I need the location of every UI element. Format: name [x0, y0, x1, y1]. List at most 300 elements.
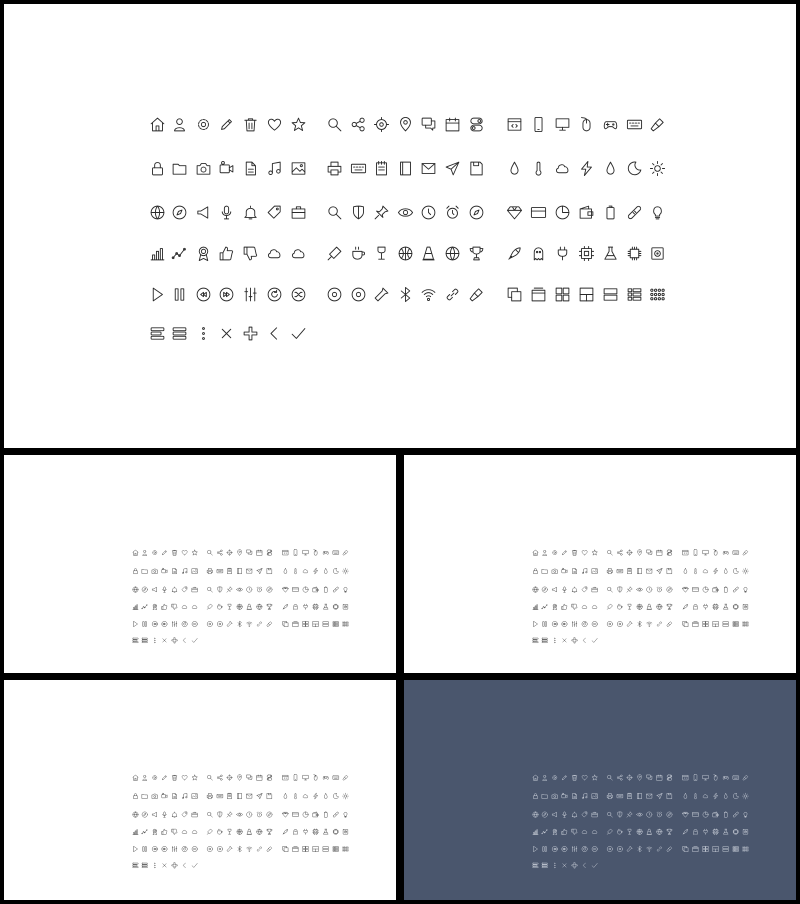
pencil-icon — [162, 776, 166, 780]
gear-icon — [199, 120, 209, 130]
ghost-icon — [294, 604, 298, 609]
compass-icon — [267, 812, 272, 817]
pause-icon — [543, 622, 547, 627]
share-icon — [352, 118, 364, 131]
play-icon — [534, 846, 538, 851]
image-icon — [592, 569, 597, 574]
compass-icon — [173, 206, 186, 219]
lightbulb-icon — [344, 812, 347, 817]
layout-icon — [313, 846, 318, 851]
cloud-icon — [592, 605, 597, 608]
usb-drive-icon — [743, 775, 748, 780]
chat-bubbles-icon — [647, 775, 652, 780]
eye-icon — [637, 588, 643, 591]
lightbulb-icon — [654, 207, 662, 219]
wallet-icon — [713, 587, 718, 592]
pencil-icon — [562, 776, 566, 780]
record-icon — [217, 621, 222, 626]
basketball-icon — [637, 604, 642, 609]
pause-icon — [543, 847, 547, 852]
record-icon — [617, 621, 622, 626]
rows-icon — [323, 622, 328, 627]
basketball-icon — [237, 604, 242, 609]
share-icon — [217, 775, 222, 780]
cpu-icon — [713, 829, 719, 835]
cloud-icon — [703, 795, 708, 798]
line-chart-icon — [172, 248, 185, 258]
wallet-icon — [713, 812, 718, 817]
moon-icon — [733, 568, 738, 573]
cloud-icon — [592, 830, 597, 833]
gamepad-icon — [723, 551, 728, 554]
lock-icon — [533, 569, 537, 574]
bell-icon — [572, 587, 577, 592]
microphone-icon — [563, 812, 567, 817]
printer-icon — [207, 568, 212, 573]
gamepad-icon — [723, 776, 728, 779]
menu-icon — [542, 638, 547, 643]
pie-chart-icon — [703, 812, 708, 817]
toggle-icon — [267, 775, 272, 780]
grid-icon — [703, 846, 708, 851]
trash-icon — [172, 550, 177, 555]
music-note-icon — [582, 568, 587, 573]
mail-icon — [422, 164, 435, 174]
camera-icon — [152, 794, 157, 798]
briefcase-icon — [592, 812, 597, 817]
rows-icon — [323, 847, 328, 852]
target-icon — [227, 550, 233, 556]
thumbs-up-icon — [162, 829, 167, 834]
folder-icon — [142, 569, 147, 573]
pie-chart-icon — [556, 206, 569, 219]
record-icon — [352, 288, 365, 301]
briefcase-icon — [592, 587, 597, 592]
mail-icon — [247, 569, 252, 573]
coffee-cup-icon — [353, 247, 365, 259]
notepad-icon — [627, 793, 631, 799]
alarm-clock-icon — [657, 812, 662, 817]
line-chart-icon — [142, 605, 148, 609]
clock-icon — [247, 587, 252, 592]
flask-icon — [723, 604, 728, 609]
ice-pop-icon — [607, 829, 612, 834]
code-window-icon — [683, 775, 688, 780]
music-note-icon — [182, 793, 187, 798]
copy-icon — [683, 846, 688, 851]
more-vertical-icon — [554, 638, 555, 643]
sun-icon — [742, 568, 748, 574]
pause-icon — [143, 622, 147, 627]
bluetooth-icon — [401, 287, 410, 301]
link-icon — [657, 622, 661, 626]
award-ribbon-icon — [553, 829, 557, 835]
compass-icon — [667, 812, 672, 817]
gear-icon — [153, 551, 157, 555]
chip-icon — [733, 604, 738, 609]
menu-icon — [142, 638, 147, 643]
send-icon — [446, 162, 459, 175]
fast-forward-icon — [562, 846, 567, 851]
more-vertical-icon — [554, 863, 555, 868]
traffic-cone-icon — [423, 247, 434, 260]
globe-icon — [533, 812, 538, 817]
dots-grid-icon — [343, 622, 349, 627]
notepad-icon — [227, 793, 231, 799]
coffee-cup-icon — [218, 604, 223, 609]
star-icon — [192, 775, 197, 780]
star-icon — [192, 550, 197, 555]
pie-chart-icon — [703, 587, 708, 592]
icon-sheet — [404, 455, 796, 673]
send-icon — [257, 793, 262, 798]
video-camera-icon — [562, 793, 567, 798]
keyboard-icon — [733, 776, 739, 780]
diamond-icon — [282, 812, 288, 817]
mouse-icon — [314, 550, 318, 556]
lock-icon — [153, 163, 163, 175]
ice-pop-icon — [207, 829, 212, 834]
globe-icon — [657, 604, 662, 609]
camera-icon — [552, 569, 557, 573]
plug-icon — [304, 604, 308, 609]
cloud-icon — [303, 795, 308, 798]
thermometer-icon — [536, 162, 541, 175]
flask-icon — [723, 829, 728, 834]
share-icon — [617, 775, 622, 780]
slide-preview-small-4-dark — [404, 680, 796, 900]
tag-icon — [182, 587, 187, 592]
flashlight-icon — [375, 288, 388, 301]
rocket-icon — [509, 248, 520, 259]
menu-icon — [142, 863, 147, 868]
user-icon — [543, 775, 547, 780]
megaphone-icon — [198, 207, 208, 218]
lightning-icon — [714, 793, 718, 799]
mouse-icon — [314, 775, 318, 781]
gear-icon — [153, 776, 157, 780]
refresh-icon — [582, 846, 587, 851]
folder-icon — [173, 164, 186, 174]
image-icon — [592, 794, 597, 799]
pin-icon — [227, 812, 232, 817]
image-icon — [192, 569, 197, 574]
battery-icon — [724, 587, 727, 592]
equalizer-icon — [572, 621, 577, 626]
cloud-icon — [556, 165, 567, 173]
line-chart-icon — [542, 605, 548, 609]
globe-icon — [257, 829, 262, 834]
lightning-icon — [314, 568, 318, 574]
wine-glass-icon — [378, 247, 385, 259]
usb-drive-icon — [343, 775, 348, 780]
home-icon — [151, 118, 164, 131]
monitor-icon — [703, 775, 708, 780]
rewind-icon — [152, 621, 157, 626]
fast-forward-icon — [162, 621, 167, 626]
music-note-icon — [269, 162, 280, 174]
book-icon — [401, 162, 411, 175]
close-icon — [163, 639, 167, 643]
lightbulb-icon — [744, 587, 747, 592]
magnifier-icon — [607, 587, 612, 592]
calendar-icon — [446, 118, 459, 131]
bandage-icon — [733, 587, 739, 593]
keyboard-icon — [617, 569, 623, 573]
close-icon — [563, 864, 567, 868]
mouse-icon — [714, 775, 718, 781]
target-icon — [627, 775, 633, 781]
user-icon — [175, 119, 185, 131]
megaphone-icon — [152, 812, 156, 817]
shield-icon — [618, 587, 622, 592]
compass-icon — [542, 812, 547, 817]
cpu-icon — [579, 246, 593, 260]
printer-icon — [328, 162, 341, 175]
wallet-icon — [313, 812, 318, 817]
trash-icon — [572, 775, 577, 780]
pin-icon — [375, 206, 388, 219]
link-icon — [257, 847, 261, 851]
diamond-icon — [282, 587, 288, 592]
video-camera-icon — [162, 568, 167, 573]
ghost-icon — [294, 829, 298, 834]
pause-icon — [143, 847, 147, 852]
refresh-icon — [268, 288, 281, 301]
list-icon — [333, 622, 338, 627]
basketball-icon — [237, 829, 242, 834]
globe-icon — [133, 587, 138, 592]
credit-card-icon — [693, 812, 699, 816]
close-icon — [222, 329, 231, 338]
traffic-cone-icon — [247, 604, 252, 609]
star-icon — [292, 118, 305, 130]
chevron-left-icon — [583, 863, 585, 868]
credit-card-icon — [293, 587, 299, 591]
browser-windows-icon — [293, 621, 298, 626]
traffic-cone-icon — [247, 829, 252, 834]
flashlight-icon — [627, 621, 632, 626]
alarm-clock-icon — [257, 587, 262, 592]
coffee-cup-icon — [618, 604, 623, 609]
lock-icon — [133, 794, 137, 799]
printer-icon — [207, 793, 212, 798]
pin-icon — [627, 812, 632, 817]
align-left-icon — [133, 863, 138, 868]
list-icon — [333, 847, 338, 852]
pie-chart-icon — [303, 587, 308, 592]
smartphone-icon — [294, 550, 297, 556]
megaphone-icon — [552, 587, 556, 592]
bluetooth-icon — [238, 846, 242, 852]
water-drop-icon — [724, 568, 727, 573]
safe-icon — [343, 829, 348, 834]
calendar-icon — [257, 775, 262, 780]
lightning-icon — [714, 568, 718, 574]
menu-icon — [173, 328, 186, 339]
briefcase-icon — [292, 207, 305, 218]
usb-drive-icon — [470, 289, 482, 301]
camera-icon — [152, 569, 157, 573]
cloud-icon — [582, 605, 587, 608]
traffic-cone-icon — [647, 829, 652, 834]
record-icon — [217, 846, 222, 851]
gamepad-icon — [323, 776, 328, 779]
bell-icon — [172, 587, 177, 592]
heart-icon — [182, 550, 187, 555]
eye-icon — [637, 813, 643, 816]
chip-icon — [333, 604, 338, 609]
bluetooth-icon — [638, 621, 642, 627]
plug-icon — [704, 829, 708, 834]
award-ribbon-icon — [153, 604, 157, 610]
pie-chart-icon — [303, 812, 308, 817]
water-drop-icon — [607, 162, 614, 174]
list-icon — [733, 622, 738, 627]
cloud-icon — [268, 250, 279, 258]
clock-icon — [647, 587, 652, 592]
folder-icon — [542, 794, 547, 798]
trophy-icon — [667, 604, 672, 609]
magnifier-icon — [607, 812, 612, 817]
icon-sheet — [4, 4, 796, 448]
save-icon — [267, 568, 272, 573]
thumbs-down-icon — [572, 829, 577, 834]
diamond-icon — [507, 207, 521, 219]
thumbs-up-icon — [220, 247, 233, 260]
compass-icon — [470, 206, 483, 219]
bell-icon — [172, 812, 177, 817]
thumbs-down-icon — [572, 604, 577, 609]
usb-drive-icon — [267, 847, 272, 852]
credit-card-icon — [693, 587, 699, 591]
clock-icon — [247, 812, 252, 817]
microphone-icon — [563, 587, 567, 592]
heart-icon — [182, 775, 187, 780]
save-icon — [667, 793, 672, 798]
magnifier-icon — [329, 207, 341, 219]
send-icon — [657, 793, 662, 798]
refresh-icon — [182, 846, 187, 851]
bandage-icon — [333, 587, 339, 593]
equalizer-icon — [172, 846, 177, 851]
briefcase-icon — [192, 587, 197, 592]
usb-drive-icon — [267, 622, 272, 627]
chat-bubbles-icon — [647, 550, 652, 555]
trophy-icon — [470, 247, 483, 260]
usb-drive-icon — [667, 622, 672, 627]
camera-icon — [552, 794, 557, 798]
menu-icon — [542, 863, 547, 868]
align-left-icon — [533, 863, 538, 868]
battery-icon — [724, 812, 727, 817]
play-icon — [153, 288, 162, 301]
drop-icon — [284, 568, 287, 573]
basketball-icon — [637, 829, 642, 834]
folder-icon — [542, 569, 547, 573]
usb-drive-icon — [667, 847, 672, 852]
video-camera-icon — [562, 568, 567, 573]
monitor-icon — [703, 550, 708, 555]
checkmark-icon — [192, 863, 197, 867]
ice-pop-icon — [207, 604, 212, 609]
send-icon — [257, 568, 262, 573]
award-ribbon-icon — [199, 247, 208, 260]
bluetooth-icon — [238, 621, 242, 627]
link-icon — [447, 289, 458, 300]
home-icon — [133, 775, 138, 780]
monitor-icon — [303, 550, 308, 555]
book-icon — [238, 793, 242, 798]
record-icon — [207, 621, 212, 626]
book-icon — [638, 568, 642, 573]
shield-icon — [354, 206, 364, 219]
flashlight-icon — [627, 846, 632, 851]
more-vertical-icon — [154, 863, 155, 868]
award-ribbon-icon — [153, 829, 157, 835]
lightbulb-icon — [744, 812, 747, 817]
dots-grid-icon — [651, 289, 665, 300]
clock-icon — [647, 812, 652, 817]
thumbs-up-icon — [562, 829, 567, 834]
record-icon — [328, 288, 341, 301]
globe-icon — [533, 587, 538, 592]
image-icon — [292, 163, 305, 174]
play-icon — [134, 621, 138, 626]
chevron-left-icon — [183, 638, 185, 643]
keyboard-icon — [627, 120, 641, 129]
keyboard-icon — [217, 569, 223, 573]
slide-preview-main — [4, 4, 796, 448]
usb-drive-icon — [743, 550, 748, 555]
thumbs-up-icon — [562, 604, 567, 609]
award-ribbon-icon — [553, 604, 557, 610]
eye-icon — [237, 813, 243, 816]
safe-icon — [652, 248, 663, 259]
lock-icon — [533, 794, 537, 799]
mouse-icon — [582, 117, 591, 130]
plug-icon — [304, 829, 308, 834]
usb-drive-icon — [651, 119, 663, 131]
gear-icon — [553, 776, 557, 780]
keyboard-icon — [217, 794, 223, 798]
heart-icon — [268, 119, 280, 130]
slide-preview-small-1 — [4, 455, 396, 673]
more-vertical-icon — [203, 328, 205, 340]
plug-icon — [558, 247, 567, 260]
globe-icon — [657, 829, 662, 834]
keyboard-icon — [351, 164, 365, 173]
mouse-icon — [714, 550, 718, 556]
eye-icon — [398, 209, 412, 216]
battery-icon — [324, 812, 327, 817]
gamepad-icon — [323, 551, 328, 554]
cloud-icon — [292, 250, 303, 258]
mail-icon — [647, 569, 652, 573]
compass-icon — [542, 587, 547, 592]
code-window-icon — [283, 550, 288, 555]
smartphone-icon — [694, 550, 697, 556]
notepad-icon — [627, 568, 631, 574]
microphone-icon — [222, 206, 231, 219]
bell-icon — [572, 812, 577, 817]
moon-icon — [733, 793, 738, 798]
code-window-icon — [683, 550, 688, 555]
water-drop-icon — [324, 793, 327, 798]
trash-icon — [245, 119, 256, 131]
monitor-icon — [556, 119, 569, 130]
icon-sheet — [404, 680, 796, 900]
